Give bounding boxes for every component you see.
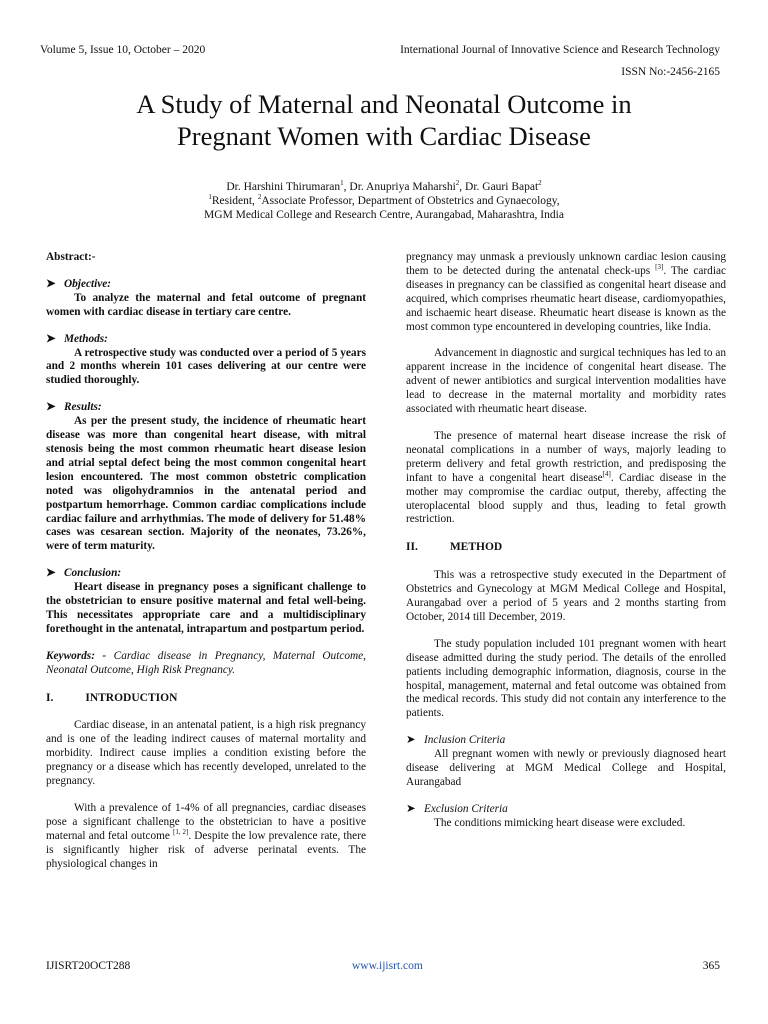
conclusion-label: ➤ Conclusion: [46, 567, 122, 580]
paper-id: IJISRT20OCT288 [46, 960, 131, 972]
methods-label: ➤ Methods: [46, 332, 108, 345]
journal-name: International Journal of Innovative Science and Research Technology [400, 44, 720, 56]
intro-paragraph-4: Advancement in diagnostic and surgical techniques has led to an apparent increase in the incidence of congenital heart disease. The advent of newer antibiotics and surgical intervention modalities have lead to decrease in the maternal mortality and morbidity rates associated with rheumatic heart disease. [406, 347, 726, 416]
author-2: , Dr. Anupriya Maharshi [343, 181, 456, 193]
objective-text: To analyze the maternal and fetal outcome of pregnant women with cardiac disease in tertiary care centre. [46, 291, 366, 318]
affiliation-1: $^1$Resident, $^2$Associate Professor, Department of Obstetrics and Gynaecology, [208, 193, 560, 207]
author-2-sup: 2 [455, 179, 460, 188]
section-heading-introduction: I. INTRODUCTION [46, 691, 178, 704]
method-paragraph-2: The study population included 101 pregnant women with heart disease admitted during the study period. The details of the enrolled patients including demographic information, diagnosis, course in the hospital, management, maternal and fetal outcome was obtained from the medical records. This study did not contain any interference to the patients. [406, 637, 726, 720]
exclusion-criteria-label: ➤ Exclusion Criteria [406, 802, 508, 815]
conclusion-text: Heart disease in pregnancy poses a significant challenge to the obstetrician to ensure positive maternal and fetal well-being. This necessitates appropriate care and a multidisciplinary forethought in the antenatal, intrapartum and postpartum period. [46, 581, 366, 635]
intro-paragraph-1: Cardiac disease, in an antenatal patient, is a high risk pregnancy and is one of the leading indirect causes of maternal mortality and morbidity. Indirect cause implies a condition existing before the pregnancy or a disease which has recently developed, unrelated to the pregnancy. [46, 719, 366, 788]
title-line-1: A Study of Maternal and Neonatal Outcome in [136, 89, 632, 119]
page-number: 365 [702, 960, 720, 972]
abstract-heading: Abstract:- [46, 251, 96, 263]
author-3: , Dr. Gauri Bapat [459, 181, 539, 193]
title-line-2: Pregnant Women with Cardiac Disease [177, 121, 591, 151]
methods-text: A retrospective study was conducted over a period of 5 years and 2 months wherein 101 cases delivering at our centre were studied thoroughly. [46, 346, 366, 387]
objective-label: ➤ Objective: [46, 277, 112, 290]
intro-paragraph-2: With a prevalence of 1-4% of all pregnancies, cardiac diseases pose a significant challenge to the obstetrician to have a positive maternal and fetal outcome [1, 2]. Despite the low prevalence rate, there is significantly higher risk of adverse perinatal events. The physiological changes in [46, 802, 366, 870]
issn: ISSN No:-2456-2165 [621, 66, 720, 78]
results-text: As per the present study, the incidence of rheumatic heart disease was more than congenital heart disease, with mitral stenosis being the most common rheumatic heart disease lesion and atrial septal defect being the most common congenital heart lesion encountered. The most common obstetric complication noted was oligohydramnios in the antenatal period and postpartum hemorrhage. Common cardiac complications include cardiac failure and arrhythmias. The mode of delivery for 51.48% cases was cesarean section. Majority of the neonates, 73.26%, were of term maturity. [46, 415, 366, 553]
author-block [40, 180, 728, 222]
inclusion-criteria-label: ➤ Inclusion Criteria [406, 734, 506, 747]
inclusion-criteria-text: All pregnant women with newly or previously diagnosed heart disease delivering at MGM Medical College and Hospital, Aurangabad [406, 748, 726, 788]
exclusion-criteria-text: The conditions mimicking heart disease were excluded. [434, 816, 686, 829]
author-1-sup: 1 [340, 179, 344, 188]
author-3-sup: 2 [538, 179, 542, 188]
intro-paragraph-5: The presence of maternal heart disease increase the risk of neonatal complications in a number of ways, majorly leading to preterm delivery and fetal growth restriction, and predisposing the infant to have a congenital heart disease[4]. Cardiac disease in the mother may compromise the cardiac output, thereby, affecting the uteroplacental blood supply and thus, leading to fetal growth restriction. [406, 429, 726, 526]
intro-paragraph-3: pregnancy may unmask a previously unknown cardiac lesion causing them to be detected during the antenatal check-ups [3]. The cardiac diseases in pregnancy can be classified as congenital heart disease and acquired, which comprises rheumatic heart disease, cardiomyopathies, and ischaemic heart disease. Rheumatic heart disease is known as the most common type encountered in developing countries, like India. [406, 251, 726, 333]
section-heading-method: II. METHOD [406, 541, 503, 554]
paper-title [40, 88, 728, 152]
journal-website-link[interactable]: www.ijisrt.com [352, 960, 423, 972]
right-column [406, 251, 726, 831]
affiliation-2: MGM Medical College and Research Centre, Aurangabad, Maharashtra, India [204, 209, 564, 221]
author-list [40, 180, 728, 194]
author-1: Dr. Harshini Thirumaran [226, 181, 341, 193]
left-column [46, 251, 366, 872]
method-paragraph-1: This was a retrospective study executed in the Department of Obstetrics and Gynecology at MGM Medical College and Hospital, Aurangabad over a period of 5 years and 2 months starting from October, 2014 till December, 2019. [406, 569, 726, 623]
volume-info: Volume 5, Issue 10, October – 2020 [40, 44, 206, 56]
results-label: ➤ Results: [46, 401, 102, 414]
keywords: Keywords: - Cardiac disease in Pregnancy, Maternal Outcome, Neonatal Outcome, High Risk Pregnancy. [46, 649, 366, 676]
